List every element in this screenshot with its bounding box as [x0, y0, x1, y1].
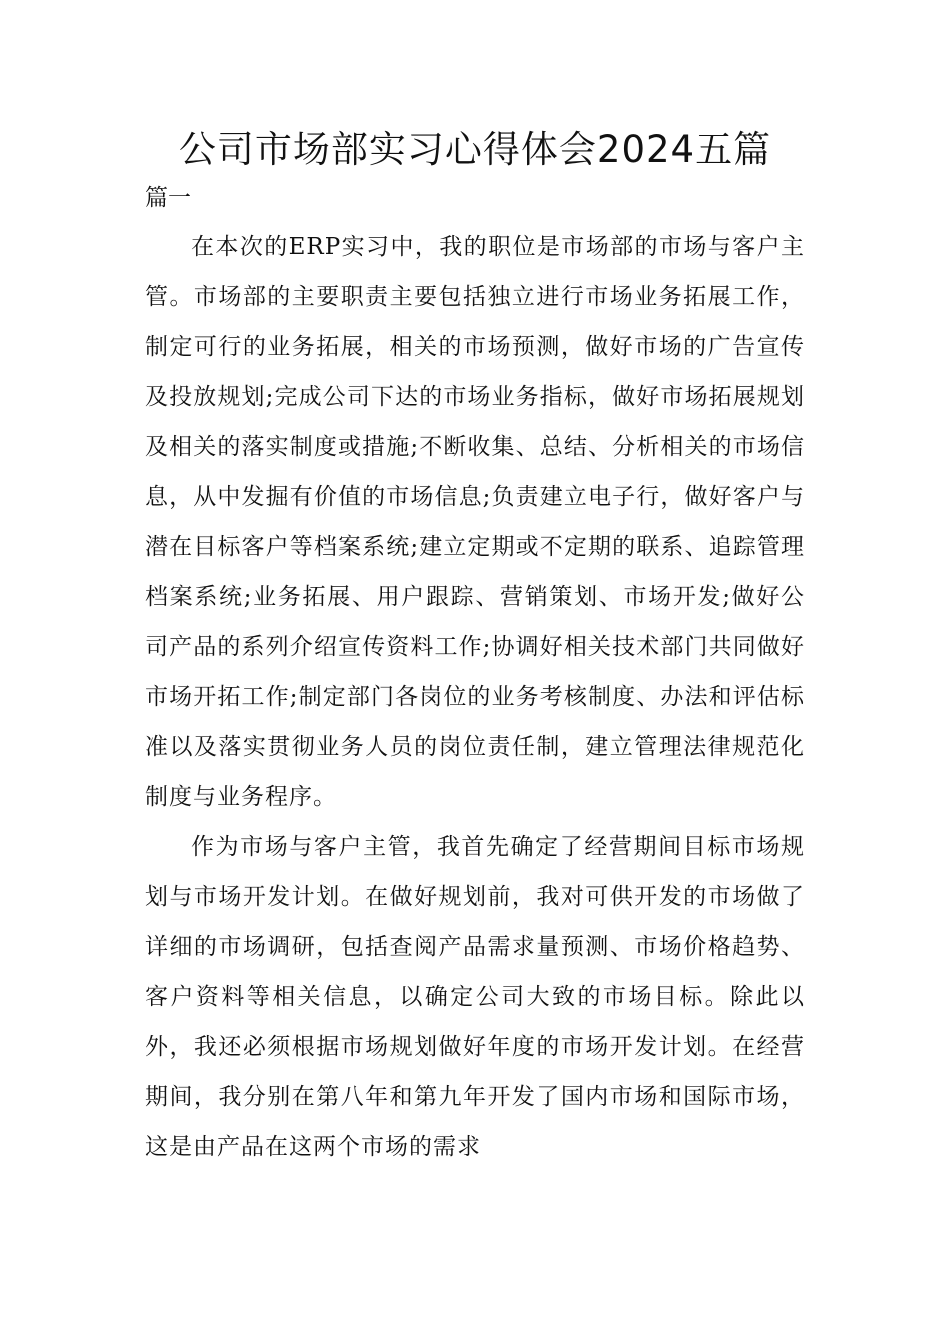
document-title: 公司市场部实习心得体会2024五篇 — [178, 128, 772, 171]
section-heading: 篇一 — [145, 185, 191, 211]
paragraph-2: 作为市场与客户主管，我首先确定了经营期间目标市场规划与市场开发计划。在做好规划前，我对可供开发的市场做了详细的市场调研，包括查阅产品需求量预测、市场价格趋势、客户资料等相关信息，以确定公司大致的市场目标。除此以外，我还必须根据市场规划做好年度的市场开发计划。在经营期间，我分别在第八年和第九年开发了国内市场和国际市场，这是由产品在这两个市场的需求 — [145, 834, 805, 1160]
paragraph-1: 在本次的ERP实习中，我的职位是市场部的市场与客户主管。市场部的主要职责主要包括独立进行市场业务拓展工作，制定可行的业务拓展，相关的市场预测，做好市场的广告宣传及投放规划;完成公司下达的市场业务指标，做好市场拓展规划及相关的落实制度或措施;不断收集、总结、分析相关的市场信息，从中发掘有价值的市场信息;负责建立电子行，做好客户与潜在目标客户等档案系统;建立定期或不定期的联系、追踪管理档案系统;业务拓展、用户跟踪、营销策划、市场开发;做好公司产品的系列介绍宣传资料工作;协调好相关技术部门共同做好市场开拓工作;制定部门各岗位的业务考核制度、办法和评估标准以及落实贯彻业务人员的岗位责任制，建立管理法律规范化制度与业务程序。 — [145, 234, 805, 810]
body-text — [145, 222, 805, 1172]
